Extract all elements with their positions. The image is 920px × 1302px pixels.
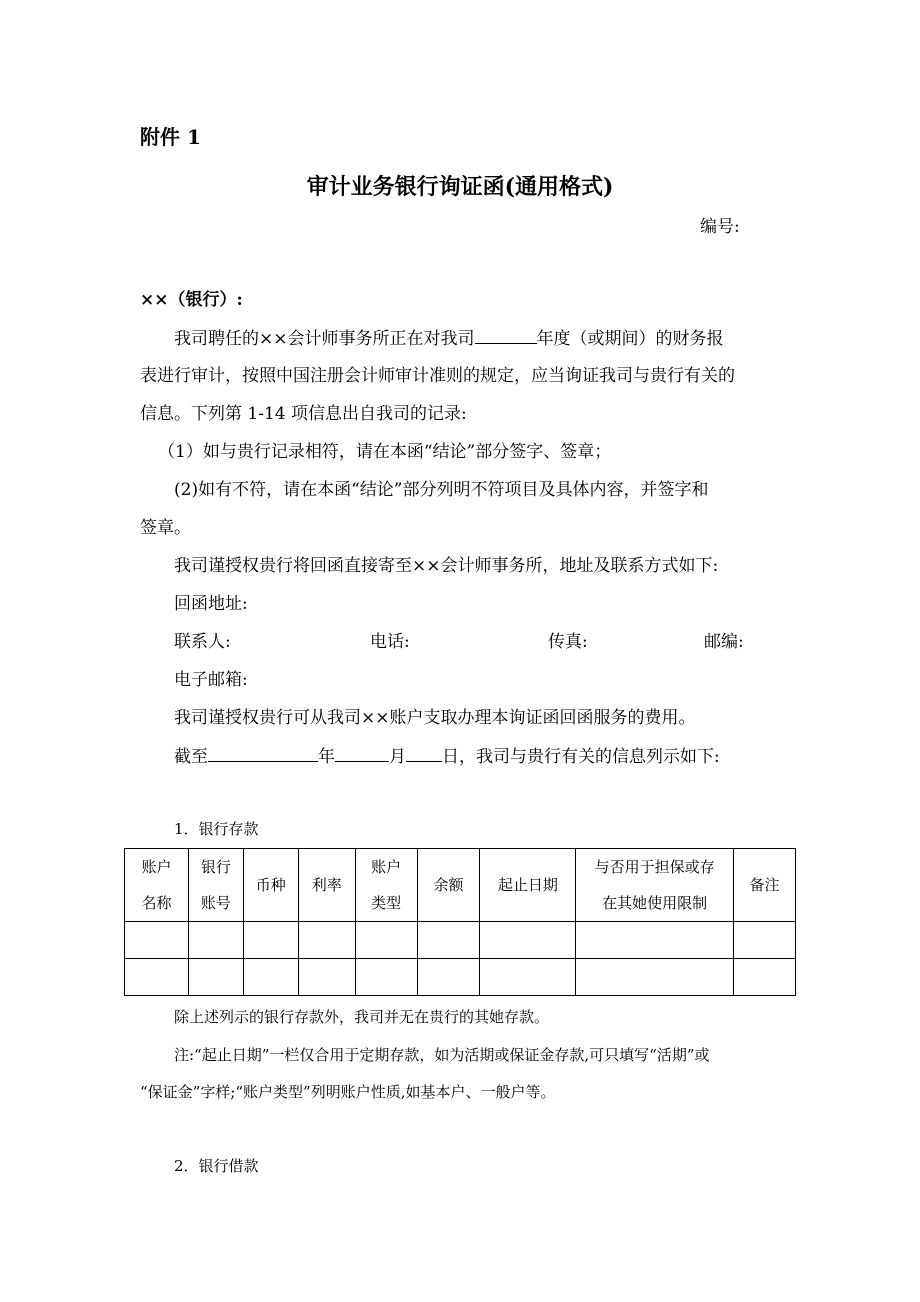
column-header-text: 银行 [200,858,231,876]
addressee: ××（银行）: [140,290,243,310]
table-cell[interactable] [243,959,298,996]
section-2-title: 2．银行借款 [174,1157,259,1175]
column-header [125,849,189,922]
column-header [188,849,243,922]
column-header-text: 与否用于担保或存 [594,858,715,876]
table-cell[interactable] [480,959,576,996]
column-header-text: 利率 [311,876,342,894]
email-label: 电子邮箱: [174,670,248,690]
table-cell[interactable] [125,959,189,996]
column-header [417,849,480,922]
item-1: （1）如与贵行记录相符，请在本函“结论”部分签字、签章； [158,442,612,462]
column-header [480,849,576,922]
bank-deposit-table [124,848,796,996]
table-cell[interactable] [355,959,417,996]
item-2: (2)如有不符，请在本函“结论”部分列明不符项目及具体内容，并签字和 [174,480,709,500]
table-cell[interactable] [734,959,796,996]
day-blank[interactable] [406,745,442,762]
column-header [355,849,417,922]
year-blank[interactable] [475,327,537,344]
table-row [125,959,796,996]
column-header [734,849,796,922]
fee-text: 我司谨授权贵行可从我司××账户支取办理本询证函回函服务的费用。 [174,708,696,728]
column-header [298,849,355,922]
table-cell[interactable] [417,959,480,996]
column-header-text: 起止日期 [497,876,558,894]
column-header-text: 类型 [371,894,402,912]
text: 年度（或期间）的财务报 [536,329,724,349]
column-header-text: 名称 [141,894,172,912]
column-header-text: 在其她使用限制 [602,894,708,912]
text: 月 [389,747,406,767]
column-header-text: 余额 [433,876,464,894]
month-blank[interactable] [335,745,389,762]
section-1-title: 1．银行存款 [174,820,259,838]
table-cell[interactable] [243,922,298,959]
table-cell[interactable] [188,959,243,996]
contact-person-label: 联系人: [174,632,231,652]
table-cell[interactable] [480,922,576,959]
column-header [243,849,298,922]
table-cell[interactable] [734,922,796,959]
as-of-line [174,745,720,768]
postcode-label: 邮编: [704,632,744,652]
table-cell[interactable] [188,922,243,959]
page-title: 审计业务银行询证函(通用格式) [306,174,614,200]
column-header-text: 备注 [749,876,780,894]
text: 日，我司与贵行有关的信息列示如下: [442,747,720,767]
year-blank[interactable] [208,745,318,762]
text: 我司聘任的××会计师事务所正在对我司 [174,329,475,349]
footnote: 注:“起止日期”一栏仅合用于定期存款，如为活期或保证金存款,可只填写“活期”或 [174,1046,710,1064]
paragraph-line: 表进行审计，按照中国注册会计师审计准则的规定，应当询证我司与贵行有关的 [140,366,735,386]
text: 截至 [174,747,208,767]
text: 年 [318,747,335,767]
table-row [125,922,796,959]
table-cell[interactable] [576,922,734,959]
column-header-text: 账户 [141,858,172,876]
table-cell[interactable] [576,959,734,996]
table-cell[interactable] [298,959,355,996]
table-cell[interactable] [355,922,417,959]
item-2-cont: 签章。 [140,518,191,538]
phone-label: 电话: [370,632,410,652]
column-header-text: 账号 [200,894,231,912]
column-header [576,849,734,922]
number-label: 编号: [700,217,740,237]
fax-label: 传真: [548,632,588,652]
attachment-label: 附件 1 [140,125,201,149]
table-cell[interactable] [417,922,480,959]
table-cell[interactable] [298,922,355,959]
authorize-text: 我司谨授权贵行将回函直接寄至××会计师事务所，地址及联系方式如下: [174,556,719,576]
column-header-text: 账户 [371,858,402,876]
paragraph-line: 信息。下列第 1-14 项信息出自我司的记录: [140,404,467,424]
table-cell[interactable] [125,922,189,959]
column-header-text: 币种 [255,876,286,894]
deposit-note: 除上述列示的银行存款外，我司并无在贵行的其她存款。 [174,1008,550,1026]
paragraph-line [174,327,724,350]
reply-address-label: 回函地址: [174,594,248,614]
footnote-cont: “保证金”字样;“账户类型”列明账户性质,如基本户、一般户等。 [140,1083,556,1101]
